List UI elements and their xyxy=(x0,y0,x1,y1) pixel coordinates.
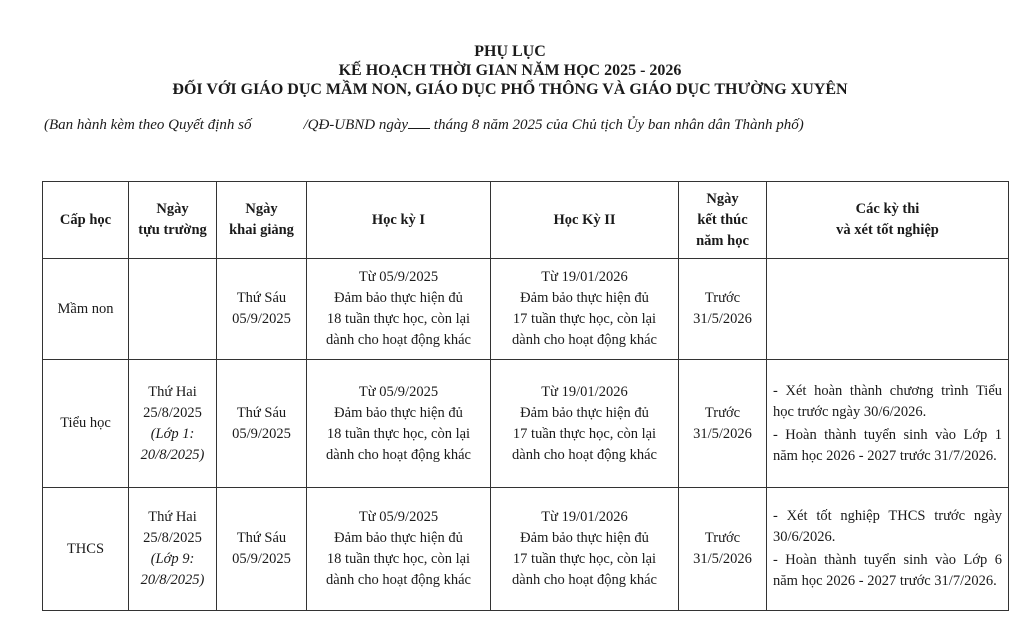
cell-end-day: Trước 31/5/2026 xyxy=(679,360,767,488)
table-header-row xyxy=(43,182,1009,259)
cell-exams: - Xét hoàn thành chương trình Tiểu học trước ngày 30/6/2026. - Hoàn thành tuyển sinh vào Lớp 1 năm học 2026 - 2027 trước 31/7/2026. xyxy=(767,360,1009,488)
issuance-note-part-c: tháng 8 năm 2025 của Chủ tịch Ủy ban nhân dân Thành phố) xyxy=(433,117,804,133)
cell-gathering-day: Thứ Hai 25/8/2025 (Lớp 9: 20/8/2025) xyxy=(129,488,217,611)
header-level: Cấp học xyxy=(43,182,129,259)
issuance-note-part-b: /QĐ-UBND ngày xyxy=(303,117,409,133)
cell-level: THCS xyxy=(43,488,129,611)
scope-title: ĐỐI VỚI GIÁO DỤC MẦM NON, GIÁO DỤC PHỔ THÔNG VÀ GIÁO DỤC THƯỜNG XUYÊN xyxy=(172,81,848,98)
plan-title: KẾ HOẠCH THỜI GIAN NĂM HỌC 2025 - 2026 xyxy=(338,62,682,79)
header-semester-2: Học Kỳ II xyxy=(491,182,679,259)
cell-opening-day: Thứ Sáu 05/9/2025 xyxy=(217,259,307,360)
cell-gathering-day xyxy=(129,259,217,360)
cell-opening-day: Thứ Sáu 05/9/2025 xyxy=(217,488,307,611)
appendix-title: PHỤ LỤC xyxy=(474,43,546,60)
cell-gathering-day: Thứ Hai 25/8/2025 (Lớp 1: 20/8/2025) xyxy=(129,360,217,488)
schedule-table xyxy=(42,181,1009,611)
header-semester-1: Học kỳ I xyxy=(307,182,491,259)
cell-opening-day: Thứ Sáu 05/9/2025 xyxy=(217,360,307,488)
cell-level: Mầm non xyxy=(43,259,129,360)
cell-level: Tiểu học xyxy=(43,360,129,488)
cell-semester-1: Từ 05/9/2025 Đảm bảo thực hiện đủ 18 tuần thực học, còn lại dành cho hoạt động khác xyxy=(307,488,491,611)
issuance-note xyxy=(44,117,1020,134)
table-row-preschool xyxy=(43,259,1009,360)
header-end-day: Ngày kết thúc năm học xyxy=(679,182,767,259)
header-opening-day: Ngày khai giảng xyxy=(217,182,307,259)
cell-semester-1: Từ 05/9/2025 Đảm bảo thực hiện đủ 18 tuần thực học, còn lại dành cho hoạt động khác xyxy=(307,259,491,360)
cell-end-day: Trước 31/5/2026 xyxy=(679,259,767,360)
document-header xyxy=(0,42,1020,100)
issuance-note-part-a: (Ban hành kèm theo Quyết định số xyxy=(44,117,252,133)
cell-semester-1: Từ 05/9/2025 Đảm bảo thực hiện đủ 18 tuần thực học, còn lại dành cho hoạt động khác xyxy=(307,360,491,488)
cell-semester-2: Từ 19/01/2026 Đảm bảo thực hiện đủ 17 tuần thực học, còn lại dành cho hoạt động khác xyxy=(491,488,679,611)
cell-end-day: Trước 31/5/2026 xyxy=(679,488,767,611)
table-row-lower-secondary xyxy=(43,488,1009,611)
header-exams: Các kỳ thi và xét tốt nghiệp xyxy=(767,182,1009,259)
table-row-primary xyxy=(43,360,1009,488)
cell-exams xyxy=(767,259,1009,360)
cell-semester-2: Từ 19/01/2026 Đảm bảo thực hiện đủ 17 tuần thực học, còn lại dành cho hoạt động khác xyxy=(491,259,679,360)
cell-semester-2: Từ 19/01/2026 Đảm bảo thực hiện đủ 17 tuần thực học, còn lại dành cho hoạt động khác xyxy=(491,360,679,488)
header-gathering-day: Ngày tựu trường xyxy=(129,182,217,259)
cell-exams: - Xét tốt nghiệp THCS trước ngày 30/6/2026. - Hoàn thành tuyển sinh vào Lớp 6 năm học 2026 - 2027 trước 31/7/2026. xyxy=(767,488,1009,611)
